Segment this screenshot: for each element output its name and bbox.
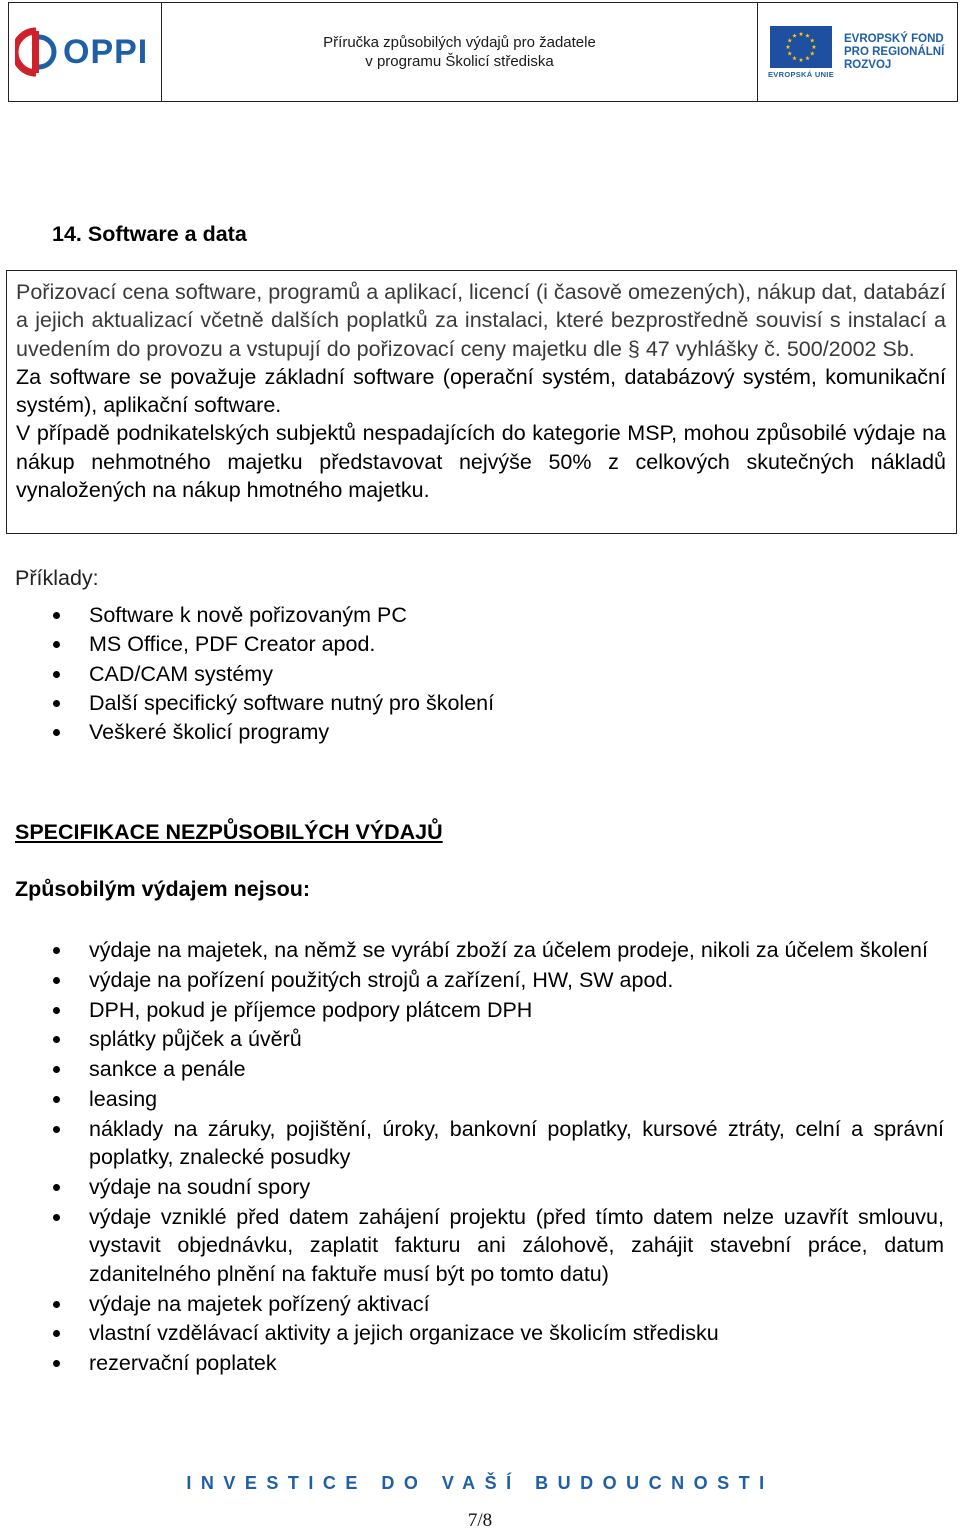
bullet-icon bbox=[53, 1007, 60, 1014]
list-item-text: výdaje na majetek pořízený aktivací bbox=[89, 1291, 430, 1316]
examples-list bbox=[0, 601, 944, 747]
paragraph-software-definition: Za software se považuje základní software (operační systém, databázový systém, komunikační systém), aplikační software. bbox=[16, 364, 946, 418]
list-item-text: rezervační poplatek bbox=[89, 1351, 277, 1376]
bullet-icon bbox=[53, 1096, 60, 1103]
list-item-text: leasing bbox=[89, 1086, 158, 1111]
list-item-text: Veškeré školicí programy bbox=[89, 720, 330, 745]
list-item bbox=[0, 996, 944, 1025]
list-item bbox=[0, 966, 944, 995]
bullet-icon bbox=[53, 1360, 60, 1367]
page-number: 7/8 bbox=[467, 1510, 493, 1531]
bullet-icon bbox=[53, 977, 60, 984]
list-item-text: výdaje vzniklé před datem zahájení projektu (před tímto datem nelze uzavřít smlouvu, vystavit objednávku, zaplatit fakturu ani zálohově, zahájit stavební práce, datum zdanitelného plnění na faktuře musí být po tomto datu) bbox=[89, 1204, 944, 1286]
bullet-icon bbox=[53, 1301, 60, 1308]
bullet-icon bbox=[53, 1066, 60, 1073]
list-item bbox=[0, 1025, 944, 1054]
eu-logo bbox=[758, 3, 957, 101]
paragraph-purchase-cost: Pořizovací cena software, programů a aplikací, licencí (i časově omezených), nákup dat, databází a jejich aktualizací včetně dalších poplatků za instalaci, které bezprostředně souvisí s instalací a uvedením do provozu a vstupují do pořizovací ceny majetku dle § 47 vyhlášky č. 500/2002 Sb. bbox=[16, 280, 946, 361]
bullet-icon bbox=[53, 1330, 60, 1337]
bullet-icon bbox=[53, 700, 60, 707]
fund-line3: ROZVOJ bbox=[844, 58, 892, 71]
oppi-logo bbox=[9, 3, 162, 101]
fund-line2: PRO REGIONÁLNÍ bbox=[844, 45, 945, 58]
list-item-text: sankce a penále bbox=[89, 1057, 246, 1082]
list-item-text: MS Office, PDF Creator apod. bbox=[89, 632, 376, 657]
list-item-text: výdaje na pořízení použitých strojů a zařízení, HW, SW apod. bbox=[89, 967, 674, 992]
list-item-text: výdaje na majetek, na němž se vyrábí zboží za účelem prodeje, nikoli za účelem školení bbox=[89, 938, 928, 962]
list-item bbox=[0, 1173, 944, 1202]
bullet-icon bbox=[53, 947, 60, 954]
list-item-text: vlastní vzdělávací aktivity a jejich organizace ve školicím středisku bbox=[89, 1321, 719, 1346]
examples-label: Příklady: bbox=[15, 566, 99, 590]
section-title-text: Software a data bbox=[87, 222, 247, 246]
section-number: 14. bbox=[52, 222, 82, 246]
spec-title: SPECIFIKACE NEZPŮSOBILÝCH VÝDAJŮ bbox=[15, 820, 443, 844]
list-item-text: DPH, pokud je příjemce podpory plátcem DPH bbox=[89, 997, 533, 1022]
bullet-icon bbox=[53, 729, 60, 736]
list-item bbox=[0, 1203, 944, 1289]
fund-name bbox=[844, 33, 944, 72]
list-item-text: náklady na záruky, pojištění, úroky, bankovní poplatky, kursové ztráty, celní a správní poplatky, znalecké posudky bbox=[89, 1116, 944, 1170]
list-item bbox=[0, 630, 944, 659]
list-item-text: Další specifický software nutný pro školení bbox=[89, 690, 495, 715]
list-item bbox=[0, 660, 944, 689]
list-item bbox=[0, 1319, 944, 1348]
footer-motto: INVESTICE DO VAŠÍ BUDOUCNOSTI bbox=[186, 1473, 774, 1493]
list-item bbox=[0, 936, 944, 965]
list-item bbox=[0, 1115, 944, 1172]
list-item bbox=[0, 718, 944, 747]
list-item bbox=[0, 689, 944, 718]
list-item bbox=[0, 601, 944, 630]
header-title-line2: v programu Školicí střediska bbox=[365, 53, 554, 70]
list-item-text: splátky půjček a úvěrů bbox=[89, 1027, 302, 1052]
eu-flag-icon bbox=[770, 26, 832, 68]
list-item-text: CAD/CAM systémy bbox=[89, 661, 273, 686]
eu-caption: EVROPSKÁ UNIE bbox=[768, 69, 834, 79]
bullet-icon bbox=[53, 1184, 60, 1191]
list-item bbox=[0, 1055, 944, 1084]
ineligible-list bbox=[0, 936, 944, 1379]
spec-subtitle: Způsobilým výdajem nejsou: bbox=[15, 877, 311, 901]
bullet-icon bbox=[53, 1214, 60, 1221]
oppi-logo-icon bbox=[15, 27, 57, 77]
paragraph-msp-limit: V případě podnikatelských subjektů nespadajících do kategorie MSP, mohou způsobilé výdaje na nákup nehmotného majetku představovat nejvýše 50% z celkových skutečných nákladů vynaložených na nákup hmotného majetku. bbox=[16, 421, 946, 503]
bullet-icon bbox=[53, 641, 60, 648]
page-header bbox=[8, 2, 958, 102]
list-item bbox=[0, 1085, 944, 1114]
header-title bbox=[162, 3, 758, 101]
section-title bbox=[52, 222, 247, 247]
list-item bbox=[0, 1349, 944, 1378]
fund-line1: EVROPSKÝ FOND bbox=[844, 32, 944, 45]
oppi-logo-text: OPPI bbox=[63, 32, 149, 71]
list-item-text: Software k nově pořizovaným PC bbox=[89, 603, 407, 627]
header-title-line1: Příručka způsobilých výdajů pro žadatele bbox=[323, 34, 596, 51]
eligible-description-box bbox=[6, 270, 957, 534]
bullet-icon bbox=[53, 1126, 60, 1133]
bullet-icon bbox=[53, 671, 60, 678]
list-item-text: výdaje na soudní spory bbox=[89, 1175, 311, 1200]
bullet-icon bbox=[53, 612, 60, 619]
list-item bbox=[0, 1290, 944, 1319]
bullet-icon bbox=[53, 1036, 60, 1043]
